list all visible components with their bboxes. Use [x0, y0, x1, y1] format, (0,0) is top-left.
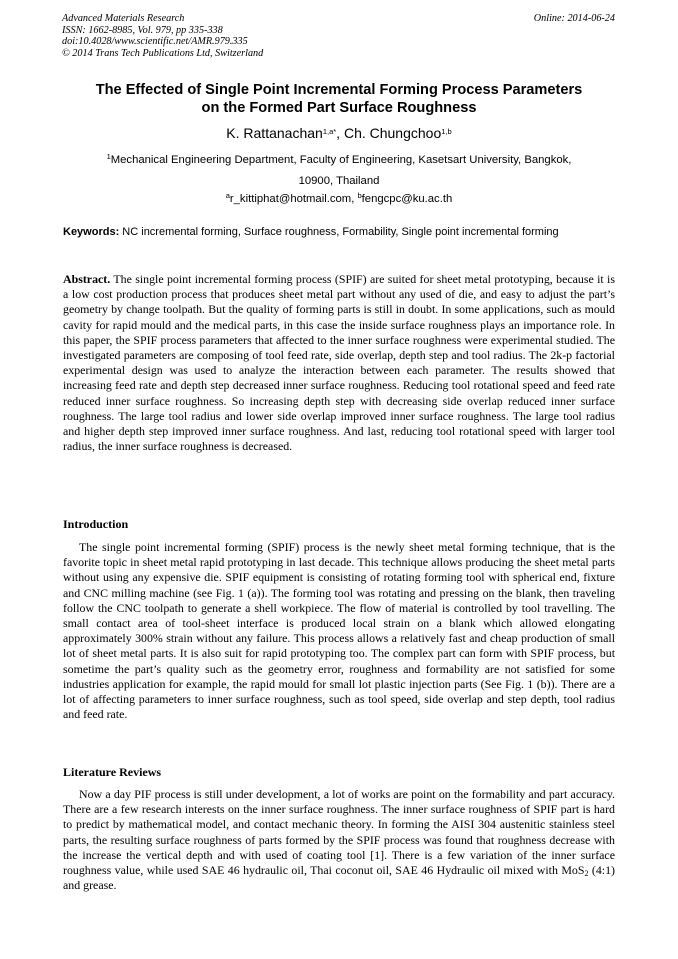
- author-1: K. Rattanachan: [226, 125, 323, 141]
- literature-text: Now a day PIF process is still under development, a lot of works are point on the formability and part accuracy. There are a few research interests on the inner surface roughness. The inner surface roughness of SPIF part is hard to predict by mathematical model, and contact mechanic theory. In forming the AISI 304 austenitic stainless steel parts, the resulting surface roughness of parts formed by the SPIF process was found that roughness decrease with the increase the vertical depth and with used of coating tool [1]. There is a few variation of the inner surface roughness value, while used SAE 46 hydraulic oil, Thai coconut oil, SAE 46 Hydraulic oil mixed with MoS: [63, 787, 615, 878]
- issn-line: ISSN: 1662-8985, Vol. 979, pp 335-338: [62, 24, 223, 36]
- affiliation-mark: 1: [106, 152, 111, 161]
- author-emails: [0, 192, 678, 206]
- abstract-text: The single point incremental forming process (SPIF) are suited for sheet metal prototyping, because it is a low cost production process that produces sheet metal part without any used of die, and easy to adjust the part’s geometry by change toolpath. But the quality of forming parts is still in doubt. In some applications, such as mould cavity for rapid mould and the medical parts, in this case the inside surface roughness plays an importance role. In this paper, the SPIF process parameters that affected to the inner surface roughness were experimental studied. The investigated parameters are composing of tool feed rate, side overlap, depth step and tool radius. The 2k-p factorial experimental design was used to analyze the interaction between each parameter. The results showed that increasing feed rate and depth step decreased inner surface roughness. Reducing tool rotational speed and feed rate reduced inner surface roughness. So increasing depth step with decreasing side overlap reduced inner surface roughness. The large tool radius and lower side overlap improved inner surface roughness. The large tool radius and higher depth step improved inner surface roughness. And last, reducing tool rotational speed with larger tool radius, the inner surface roughness is decreased.: [63, 272, 615, 454]
- introduction-paragraph: The single point incremental forming (SPIF) process is the newly sheet metal forming technique, that is the favorite topic in sheet metal rapid prototyping in last decade. This technique allows producing the sheet metal parts without using any expensive die. SPIF equipment is consisting of rotating forming tool with spherical end, fixture and CNC milling machine (see Fig. 1 (a)). The forming tool was rotating and pressing on the blank, then traveling follow the CNC toolpath to generate a shell workpiece. The flow of material is controlled by tool travelling. The small contact area of tool-sheet interface is produced local strain on a blank which allowed elongating approximately 300% strain without any failure. This process allows a relatively fast and cheap production of small lot of sheet metal parts. It is also suit for rapid prototyping too. The complex part can form with SPIF process, but sometime the part’s quality such as the geometry error, roughness and formability are not satisfied for some industries application for example, the rapid mould for small lot plastic injection parts (See Fig. 1 (b)). There are a lot of affecting parameters to inner surface roughness, such as tool speed, side overlap and step depth, tool radius and feed rate.: [63, 540, 615, 722]
- literature-tail: (4:1) and grease.: [63, 863, 615, 893]
- title-line-2: on the Formed Part Surface Roughness: [201, 100, 477, 116]
- email-b-mark: b: [357, 191, 362, 200]
- journal-name: Advanced Materials Research: [62, 13, 185, 24]
- literature-paragraph: [63, 787, 615, 893]
- author-separator: ,: [336, 125, 344, 141]
- mos2-subscript: 2: [584, 869, 589, 879]
- introduction-heading: Introduction: [63, 517, 129, 531]
- affiliation-line-1: Mechanical Engineering Department, Faculty of Engineering, Kasetsart University, Bangkok,: [110, 154, 572, 166]
- author-2-affil-mark: 1,b: [441, 127, 452, 136]
- paper-title: [40, 81, 638, 117]
- email-a-mark: a: [225, 191, 230, 200]
- author-list: [0, 124, 678, 142]
- journal-header: [62, 13, 263, 59]
- email-a[interactable]: r_kittiphat@hotmail.com,: [229, 193, 358, 205]
- keywords-label: Keywords:: [63, 226, 120, 238]
- affiliation-line-2: 10900, Thailand: [298, 175, 380, 187]
- affiliation: [60, 150, 618, 192]
- keywords-text: NC incremental forming, Surface roughness, Formability, Single point incremental forming: [119, 226, 559, 238]
- author-2: Ch. Chungchoo: [343, 125, 442, 141]
- online-date: Online: 2014-06-24: [533, 13, 615, 24]
- doi-line: doi:10.4028/www.scientific.net/AMR.979.335: [62, 36, 248, 48]
- author-1-affil-mark: 1,a*: [322, 127, 337, 136]
- abstract: [63, 272, 615, 454]
- keywords: [63, 226, 613, 239]
- title-line-1: The Effected of Single Point Incremental Forming Process Parameters: [95, 82, 583, 98]
- abstract-label: Abstract.: [63, 272, 111, 286]
- literature-heading: Literature Reviews: [63, 765, 162, 779]
- email-b[interactable]: fengcpc@ku.ac.th: [361, 193, 453, 205]
- copyright-line: © 2014 Trans Tech Publications Ltd, Switzerland: [62, 47, 264, 59]
